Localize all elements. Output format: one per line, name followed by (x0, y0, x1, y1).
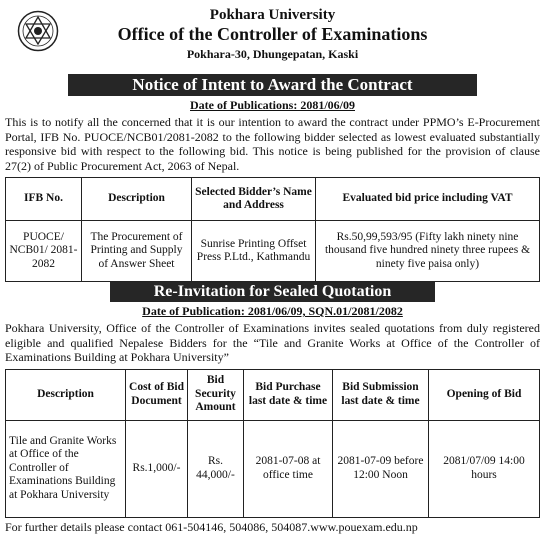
notice-body: This is to notify all the concerned that it is our intention to award the contract under PPMO’s E-Procurement Portal, IFB No. PUOCE/NCB01/2081-2082 to the following bidder selected as lowest evaluated substantially responsive bid with respect to the following bid. This notice is being published for the provision of clause 27(2) of Public Procurement Act, 2063 of Nepal. (5, 115, 540, 173)
quotation-body: Pokhara University, Office of the Controller of Examinations invites sealed quotations from duly registered eligible and qualified Nepalese Bidders for the “Tile and Granite Works at Office of the Controller of Examinations Building at Pokhara University” (5, 321, 540, 364)
university-name: Pokhara University (209, 7, 336, 23)
column-header: IFB No. (6, 178, 82, 221)
column-header: Evaluated bid price including VAT (316, 178, 540, 221)
column-header: Description (6, 369, 126, 420)
award-table (5, 177, 540, 282)
table-cell: 2081-07-08 at office time (244, 420, 333, 517)
table-cell: Tile and Granite Works at Office of the Controller of Examinations Building at Pokhara University (6, 420, 126, 517)
university-logo-icon (17, 10, 59, 52)
quotation-table (5, 369, 540, 518)
column-header: Bid Submission last date & time (333, 369, 429, 420)
table-cell: 2081-07-09 before 12:00 Noon (333, 420, 429, 517)
column-header: Bid Security Amount (188, 369, 244, 420)
table-cell: The Procurement of Printing and Supply of Answer Sheet (82, 221, 192, 282)
table-row (6, 221, 540, 282)
notice-title: Notice of Intent to Award the Contract (68, 74, 477, 96)
quotation-date: Date of Publication: 2081/06/09, SQN.01/2081/2082 (142, 304, 403, 318)
table-cell: Sunrise Printing Offset Press P.Ltd., Kathmandu (192, 221, 316, 282)
table-cell: Rs. 44,000/- (188, 420, 244, 517)
header (5, 6, 540, 74)
contact-footer: For further details please contact 061-504146, 504086, 504087.www.pouexam.edu.np (5, 519, 418, 534)
column-header: Bid Purchase last date & time (244, 369, 333, 420)
notice-date: Date of Publications: 2081/06/09 (190, 98, 355, 112)
table-header-row (6, 178, 540, 221)
table-cell: Rs.50,99,593/95 (Fifty lakh ninety nine thousand five hundred ninety three rupees & ninety five paisa only) (316, 221, 540, 282)
column-header: Cost of Bid Document (126, 369, 188, 420)
column-header: Opening of Bid (429, 369, 540, 420)
table-row (6, 420, 540, 517)
quotation-title: Re-Invitation for Sealed Quotation (110, 282, 435, 302)
office-address: Pokhara-30, Dhungepatan, Kaski (186, 47, 359, 61)
table-cell: Rs.1,000/- (126, 420, 188, 517)
office-name: Office of the Controller of Examinations (117, 24, 428, 44)
table-cell: PUOCE/ NCB01/ 2081-2082 (6, 221, 82, 282)
column-header: Selected Bidder’s Name and Address (192, 178, 316, 221)
table-cell: 2081/07/09 14:00 hours (429, 420, 540, 517)
table-header-row (6, 369, 540, 420)
column-header: Description (82, 178, 192, 221)
